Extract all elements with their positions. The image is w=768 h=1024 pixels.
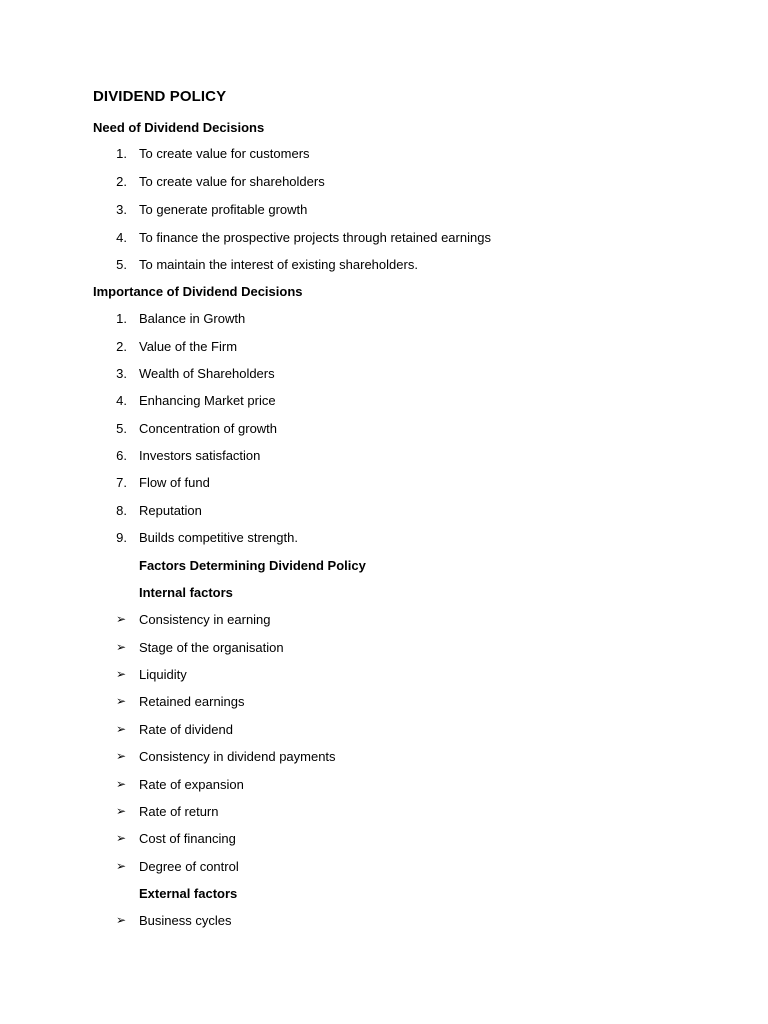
internal-factor-item <box>0 749 768 769</box>
external-factors-heading: External factors <box>139 886 238 901</box>
item-text: To generate profitable growth <box>139 202 308 217</box>
need-list-item <box>0 202 768 222</box>
item-text: Liquidity <box>139 667 187 682</box>
need-list-item <box>0 257 768 277</box>
arrow-bullet-icon: ➢ <box>116 913 127 927</box>
item-text: Retained earnings <box>139 694 245 709</box>
internal-factors-heading: Internal factors <box>139 585 233 600</box>
item-text: Consistency in earning <box>139 612 271 627</box>
item-text: Investors satisfaction <box>139 448 261 463</box>
item-number: 8. <box>116 503 127 518</box>
item-text: Consistency in dividend payments <box>139 749 336 764</box>
item-number: 9. <box>116 530 127 545</box>
item-number: 3. <box>116 202 127 217</box>
importance-heading: Importance of Dividend Decisions <box>93 284 303 299</box>
internal-factor-item <box>0 640 768 660</box>
item-text: To finance the prospective projects through retained earnings <box>139 230 491 245</box>
item-number: 5. <box>116 257 127 272</box>
internal-factor-item <box>0 859 768 879</box>
item-text: Value of the Firm <box>139 339 238 354</box>
importance-list-item <box>0 530 768 550</box>
internal-factor-item <box>0 722 768 742</box>
arrow-bullet-icon: ➢ <box>116 722 127 736</box>
internal-factor-item <box>0 804 768 824</box>
importance-list-item <box>0 475 768 495</box>
item-text: Business cycles <box>139 913 232 928</box>
item-text: Reputation <box>139 503 202 518</box>
internal-factor-item <box>0 831 768 851</box>
item-number: 4. <box>116 230 127 245</box>
factors-heading: Factors Determining Dividend Policy <box>139 558 366 573</box>
importance-list-item <box>0 366 768 386</box>
item-text: Rate of dividend <box>139 722 233 737</box>
item-number: 2. <box>116 339 127 354</box>
item-number: 1. <box>116 146 127 161</box>
arrow-bullet-icon: ➢ <box>116 777 127 791</box>
item-text: To create value for shareholders <box>139 174 325 189</box>
item-number: 7. <box>116 475 127 490</box>
need-list-item <box>0 146 768 166</box>
item-number: 2. <box>116 174 127 189</box>
importance-list-item <box>0 339 768 359</box>
item-text: Builds competitive strength. <box>139 530 298 545</box>
importance-list-item <box>0 421 768 441</box>
internal-factor-item <box>0 694 768 714</box>
item-text: Rate of expansion <box>139 777 244 792</box>
item-text: Rate of return <box>139 804 219 819</box>
item-text: To create value for customers <box>139 146 310 161</box>
item-text: Degree of control <box>139 859 239 874</box>
arrow-bullet-icon: ➢ <box>116 667 127 681</box>
need-list-item <box>0 174 768 194</box>
importance-list-item <box>0 448 768 468</box>
item-text: Cost of financing <box>139 831 236 846</box>
item-number: 6. <box>116 448 127 463</box>
arrow-bullet-icon: ➢ <box>116 612 127 626</box>
item-text: Balance in Growth <box>139 311 246 326</box>
internal-factor-item <box>0 667 768 687</box>
arrow-bullet-icon: ➢ <box>116 804 127 818</box>
arrow-bullet-icon: ➢ <box>116 859 127 873</box>
item-number: 4. <box>116 393 127 408</box>
importance-list-item <box>0 311 768 331</box>
need-list-item <box>0 230 768 250</box>
item-number: 3. <box>116 366 127 381</box>
item-text: Concentration of growth <box>139 421 278 436</box>
arrow-bullet-icon: ➢ <box>116 831 127 845</box>
item-text: Wealth of Shareholders <box>139 366 275 381</box>
document-title: DIVIDEND POLICY <box>93 88 227 105</box>
item-number: 1. <box>116 311 127 326</box>
item-number: 5. <box>116 421 127 436</box>
importance-list-item <box>0 503 768 523</box>
external-factor-item <box>0 913 768 933</box>
item-text: To maintain the interest of existing shareholders. <box>139 257 418 272</box>
internal-factor-item <box>0 612 768 632</box>
item-text: Flow of fund <box>139 475 210 490</box>
item-text: Enhancing Market price <box>139 393 276 408</box>
arrow-bullet-icon: ➢ <box>116 640 127 654</box>
arrow-bullet-icon: ➢ <box>116 694 127 708</box>
need-heading: Need of Dividend Decisions <box>93 120 265 135</box>
arrow-bullet-icon: ➢ <box>116 749 127 763</box>
internal-factor-item <box>0 777 768 797</box>
item-text: Stage of the organisation <box>139 640 284 655</box>
importance-list-item <box>0 393 768 413</box>
